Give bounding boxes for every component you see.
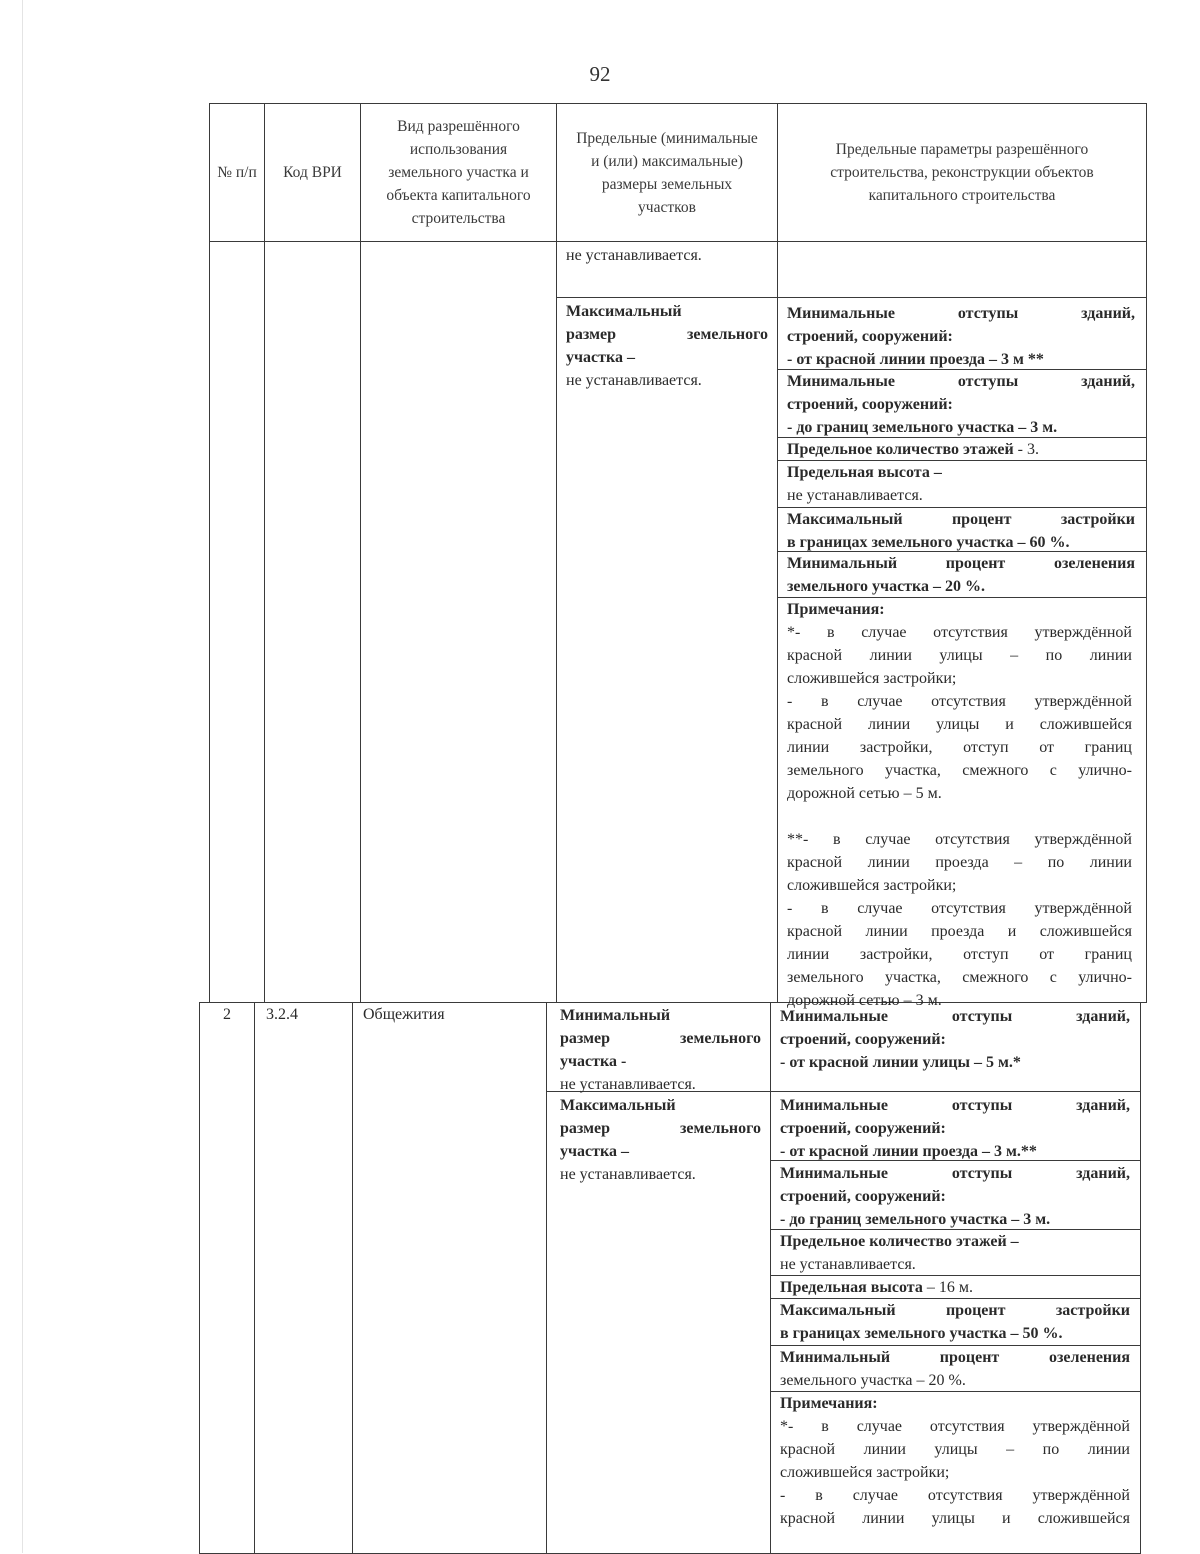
note-line: **- в случае отсутствия утверждённой	[787, 831, 1132, 848]
text-line: не устанавливается.	[560, 1166, 696, 1183]
text-line: Предельная высота –	[787, 464, 942, 481]
word: процент	[939, 1349, 1000, 1366]
word: Минимальные	[780, 1165, 888, 1182]
row2-use-type: Общежития	[363, 1006, 445, 1023]
row2-param-max-coverage	[780, 1299, 1130, 1345]
row2-param-setback-border	[780, 1162, 1130, 1231]
word: земельного	[686, 326, 768, 343]
text-line: - от красной линии проезда – 3 м **	[787, 351, 1044, 368]
note-line: *- в случае отсутствия утверждённой	[787, 624, 1132, 641]
notes-title: Примечания:	[780, 1395, 878, 1412]
note-line: красной линии улицы – по линии	[787, 647, 1132, 664]
header-plot-size-text: Предельные (минимальные и (или) максимальные) размеры земельных участков	[576, 129, 758, 216]
note-line: - в случае отсутствия утверждённой	[787, 900, 1132, 917]
text-line: не устанавливается.	[560, 1076, 696, 1093]
text-line	[780, 1346, 1130, 1369]
word: застройки	[1055, 1302, 1131, 1319]
header-code	[265, 104, 360, 241]
note-line: - в случае отсутствия утверждённой	[787, 693, 1132, 710]
text-line: не устанавливается.	[787, 487, 923, 504]
text-line: строений, сооружений:	[787, 396, 953, 413]
note-blank-line	[787, 805, 1132, 828]
row1-param-setback-border	[787, 370, 1135, 439]
note-line: красной линии улицы и сложившейся	[780, 1510, 1130, 1527]
word: размер	[560, 1120, 610, 1137]
row2-code: 3.2.4	[266, 1006, 298, 1023]
word: зданий,	[1081, 373, 1136, 390]
word: зданий,	[1076, 1008, 1131, 1025]
row2-notes	[780, 1392, 1130, 1530]
note-line: сложившейся застройки;	[787, 877, 957, 894]
row2-param-floors	[780, 1230, 1130, 1276]
header-use-type	[361, 104, 556, 241]
col-divider-4-lower	[770, 1002, 771, 1554]
table-border-right-lower	[1140, 1002, 1141, 1554]
header-bottom-line	[209, 241, 1147, 242]
row1-param-height	[787, 461, 1135, 507]
note-line: *- в случае отсутствия утверждённой	[780, 1418, 1130, 1435]
word: зданий,	[1076, 1097, 1131, 1114]
header-construction-params	[778, 104, 1146, 241]
text-line	[780, 1005, 1130, 1028]
page-number: 92	[589, 62, 611, 86]
word: отступы	[951, 1097, 1013, 1114]
note-line: красной линии улицы – по линии	[780, 1441, 1130, 1458]
scan-edge-line	[22, 0, 23, 1553]
word: Минимальный	[780, 1349, 891, 1366]
row1-param-min-greening	[787, 552, 1135, 598]
word: отступы	[951, 1165, 1013, 1182]
word: отступы	[957, 305, 1019, 322]
text-line: не устанавливается.	[780, 1256, 916, 1273]
text-line	[780, 1162, 1130, 1185]
word: Максимальный	[787, 511, 903, 528]
row1-size-continuation: не устанавливается.	[566, 247, 702, 264]
note-line: красной линии улицы и сложившейся	[787, 716, 1132, 733]
header-number-text: № п/п	[217, 164, 257, 181]
row2-param-height	[780, 1276, 1130, 1299]
word: Минимальные	[787, 305, 895, 322]
row2-param-setback-driveway	[780, 1094, 1130, 1163]
text-line: строений, сооружений:	[780, 1188, 946, 1205]
text-line: Максимальный	[566, 303, 682, 320]
text-line: участка –	[560, 1143, 629, 1160]
notes-title: Примечания:	[787, 601, 885, 618]
text-line: - от красной линии улицы – 5 м.*	[780, 1054, 1021, 1071]
table-border-left-lower	[199, 1002, 200, 1554]
word: земельного	[679, 1030, 761, 1047]
col-divider-2-lower	[352, 1002, 353, 1554]
word: процент	[951, 511, 1012, 528]
text-line	[787, 508, 1135, 531]
note-line: сложившейся застройки;	[787, 670, 957, 687]
col-divider-3-lower	[546, 1002, 547, 1554]
normal-text: – 16 м.	[922, 1279, 973, 1296]
text-line: земельного участка – 20 %.	[780, 1372, 966, 1389]
text-line: участка –	[566, 349, 635, 366]
note-line: красной линии проезда и сложившейся	[787, 923, 1132, 940]
text-line: строений, сооружений:	[780, 1120, 946, 1137]
row2-max-size-cell	[560, 1094, 761, 1186]
word: зданий,	[1076, 1165, 1131, 1182]
text-line: - до границ земельного участка – 3 м.	[787, 419, 1058, 436]
text-line: Предельное количество этажей –	[780, 1233, 1019, 1250]
row2-param-setback-street	[780, 1005, 1130, 1074]
word: отступы	[951, 1008, 1013, 1025]
text-line: в границах земельного участка – 60 %.	[787, 534, 1070, 551]
text-line	[787, 370, 1135, 393]
normal-text: - 3.	[1013, 441, 1039, 458]
text-line: земельного участка – 20 %.	[787, 578, 986, 595]
text-line: строений, сооружений:	[780, 1031, 946, 1048]
text-line: Минимальный	[560, 1007, 671, 1024]
word: процент	[945, 555, 1006, 572]
header-code-text: Код ВРИ	[283, 164, 342, 181]
text-line	[780, 1299, 1130, 1322]
row1-param-max-coverage	[787, 508, 1135, 554]
word: Минимальный	[787, 555, 898, 572]
word: озеленения	[1053, 555, 1136, 572]
text-line	[560, 1027, 761, 1050]
word: Минимальные	[780, 1008, 888, 1025]
row1-max-size-cell	[566, 300, 768, 392]
table-border-right	[1146, 103, 1147, 1002]
note-line: земельного участка, смежного с улично-	[787, 969, 1132, 986]
header-use-type-text: Вид разрешённого использования земельного участка и объекта капитального строительства	[386, 118, 531, 227]
word: размер	[566, 326, 616, 343]
word: отступы	[957, 373, 1019, 390]
word: Минимальные	[780, 1097, 888, 1114]
text-line	[560, 1117, 761, 1140]
note-line: - в случае отсутствия утверждённой	[780, 1487, 1130, 1504]
text-line: не устанавливается.	[566, 372, 702, 389]
bold-text: Предельная высота	[780, 1279, 923, 1296]
text-line	[787, 302, 1135, 325]
text-line: - от красной линии проезда – 3 м.**	[780, 1143, 1037, 1160]
row-line	[556, 297, 1147, 298]
row1-notes	[787, 598, 1132, 1012]
header-plot-size	[557, 104, 777, 241]
note-line: дорожной сетью – 5 м.	[787, 785, 942, 802]
bold-text: Предельное количество этажей	[787, 441, 1014, 458]
text-line: - до границ земельного участка – 3 м.	[780, 1211, 1051, 1228]
header-construction-params-text: Предельные параметры разрешённого строительства, реконструкции объектов капитального строительства	[830, 141, 1094, 204]
word: озеленения	[1048, 1349, 1131, 1366]
word: застройки	[1060, 511, 1136, 528]
note-line: красной линии проезда – по линии	[787, 854, 1132, 871]
text-line	[780, 1094, 1130, 1117]
note-line: линии застройки, отступ от границ	[787, 946, 1132, 963]
text-line: Максимальный	[560, 1097, 676, 1114]
word: зданий,	[1081, 305, 1136, 322]
col-divider-1-lower	[254, 1002, 255, 1554]
note-line: сложившейся застройки;	[780, 1464, 950, 1481]
text-line	[787, 552, 1135, 575]
header-number	[209, 104, 265, 241]
row1-param-setback-street	[787, 302, 1135, 371]
text-line: строений, сооружений:	[787, 328, 953, 345]
word: Минимальные	[787, 373, 895, 390]
row2-min-size-cell	[560, 1004, 761, 1096]
word: земельного	[679, 1120, 761, 1137]
note-line: дорожной сетью – 3 м.	[787, 992, 942, 1009]
word: процент	[945, 1302, 1006, 1319]
text-line: участка -	[560, 1053, 627, 1070]
text-line	[566, 323, 768, 346]
note-line: земельного участка, смежного с улично-	[787, 762, 1132, 779]
row1-param-floors	[787, 438, 1135, 461]
word: размер	[560, 1030, 610, 1047]
note-line: линии застройки, отступ от границ	[787, 739, 1132, 756]
row2-param-min-greening	[780, 1346, 1130, 1392]
text-line	[780, 1276, 1130, 1299]
text-line: в границах земельного участка – 50 %.	[780, 1325, 1063, 1342]
text-line	[787, 438, 1135, 461]
word: Максимальный	[780, 1302, 896, 1319]
row2-number: 2	[223, 1006, 231, 1023]
